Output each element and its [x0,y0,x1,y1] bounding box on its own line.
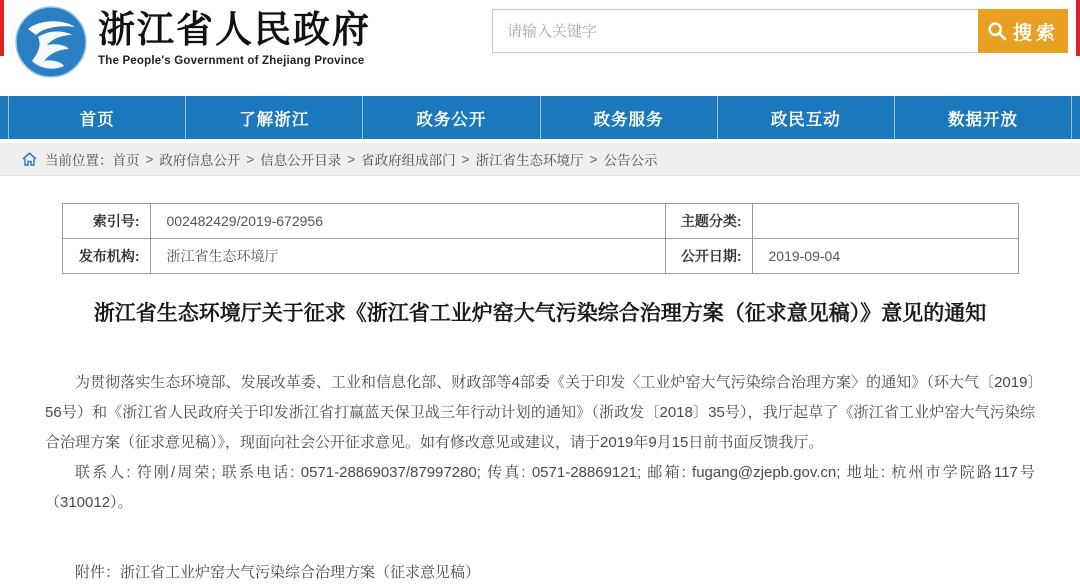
article [0,299,1080,588]
meta-value-index-number: 002482429/2019-672956 [150,204,665,239]
breadcrumb-item-home[interactable]: 首页 [112,153,140,168]
breadcrumb-item-announcements[interactable]: 公告公示 [603,153,658,168]
home-icon [22,152,37,166]
breadcrumb-item-gov-info[interactable]: 政府信息公开 [159,153,241,168]
page-title: 浙江省生态环境厅关于征求《浙江省工业炉窑大气污染综合治理方案（征求意见稿）》意见的通知 [93,302,987,325]
meta-label-publish-date: 公开日期: [665,239,752,274]
breadcrumb-separator: > [461,151,470,167]
breadcrumb-item-info-catalog[interactable]: 信息公开目录 [260,153,342,168]
attachment-link[interactable]: 浙江省工业炉窑大气污染综合治理方案（征求意见稿） [120,564,481,582]
breadcrumb-item-departments[interactable]: 省政府组成部门 [361,153,456,168]
meta-value-publish-date: 2019-09-04 [752,239,1018,274]
nav-item-gov-affairs-disclosure[interactable]: 政务公开 [363,96,540,139]
table-row [62,239,1018,274]
search-button[interactable] [978,9,1068,53]
nav-item-open-data[interactable]: 数据开放 [895,96,1072,139]
search-bar [492,9,1068,53]
article-paragraph-background: 为贯彻落实生态环境部、发展改革委、工业和信息化部、财政部等4部委《关于印发〈工业炉窑大气污染综合治理方案〉的通知》（环大气〔2019〕56号）和《浙江省人民政府关于印发浙江省打赢蓝天保卫战三年行动计划的通知》（浙政发〔2018〕35号），我厅起草了《浙江省工业炉窑大气污染综合治理方案（征求意见稿）》，现面向社会公开征求意见。如有修改意见或建议，请于2019年9月15日前书面反馈我厅。 [45,374,1035,452]
article-paragraph-contact: 联系人: 符刚/周荣; 联系电话: 0571-28869037/87997280; 传真: 0571-28869121; 邮箱: fugang@zjepb.gov.cn; 地址: 杭州市学院路117号（310012）。 [45,464,1035,512]
breadcrumb [0,143,1080,176]
meta-label-index-number: 索引号: [62,204,150,239]
search-button-label: 搜索 [1012,22,1059,44]
search-icon [987,21,1007,41]
breadcrumb-separator: > [347,151,356,167]
breadcrumb-separator: > [246,151,255,167]
main-nav [0,96,1080,139]
nav-item-gov-services[interactable]: 政务服务 [541,96,718,139]
site-brand[interactable] [14,5,371,84]
search-input[interactable] [492,9,978,53]
screenshot-edge-mark-right [1076,0,1080,56]
nav-item-public-interaction[interactable]: 政民互动 [718,96,895,139]
table-row [62,204,1018,239]
site-header [0,0,1080,96]
screenshot-edge-mark-left [0,0,4,56]
breadcrumb-prefix: 当前位置： [45,153,113,168]
meta-value-issuing-agency: 浙江省生态环境厅 [150,239,665,274]
site-title: 浙江省人民政府 [98,9,371,50]
attachment-line [45,558,1035,588]
meta-value-topic-category [752,204,1018,239]
meta-label-issuing-agency: 发布机构: [62,239,150,274]
attachment-label: 附件： [75,564,121,582]
zhejiang-gov-logo-icon [14,5,88,84]
document-meta-table [62,203,1019,274]
breadcrumb-separator: > [145,151,154,167]
nav-item-about-zhejiang[interactable]: 了解浙江 [186,96,363,139]
breadcrumb-separator: > [589,151,598,167]
breadcrumb-item-ecology-dept[interactable]: 浙江省生态环境厅 [475,153,584,168]
site-subtitle: The People's Government of Zhejiang Province [98,54,365,67]
nav-item-home[interactable]: 首页 [8,96,186,139]
meta-label-topic-category: 主题分类: [665,204,752,239]
